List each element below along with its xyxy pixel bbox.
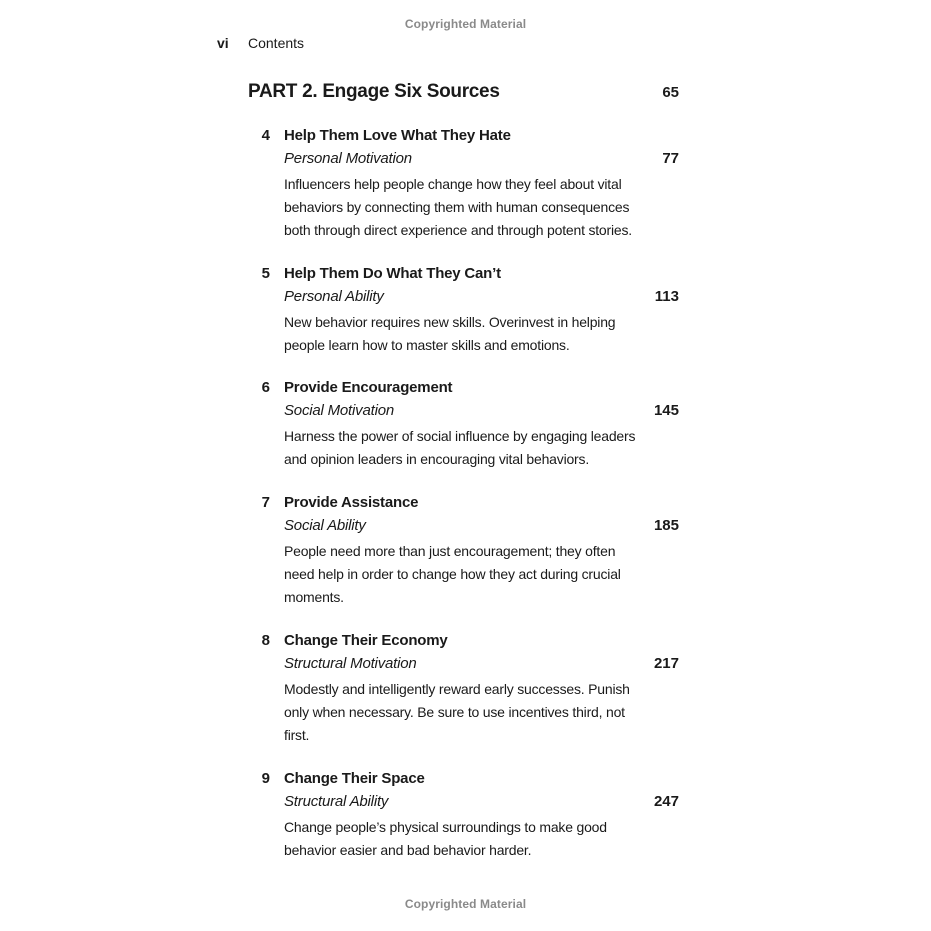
chapter-description: People need more than just encouragement; they often need help in order to change how they act during crucial moments. — [284, 543, 621, 605]
part-title: PART 2. Engage Six Sources — [248, 81, 500, 102]
chapter-number: 5 — [261, 265, 270, 282]
chapter-title: Help Them Do What They Can’t — [284, 265, 501, 282]
part-page-number: 65 — [662, 84, 679, 101]
chapter-description: Harness the power of social influence by engaging leaders and opinion leaders in encouraging vital behaviors. — [284, 428, 636, 467]
chapter-subtitle: Social Ability — [284, 517, 366, 534]
chapter-description: Change people’s physical surroundings to make good behavior easier and bad behavior harder. — [284, 819, 607, 858]
chapter-description: Modestly and intelligently reward early successes. Punish only when necessary. Be sure to use incentives third, not first. — [284, 681, 630, 743]
chapter-number: 7 — [261, 494, 270, 511]
toc-entry-chapter-4 — [248, 127, 679, 242]
running-head — [217, 35, 304, 51]
chapter-page-number: 113 — [654, 288, 679, 305]
chapter-page-number: 145 — [653, 402, 679, 419]
toc-entry-chapter-9 — [248, 770, 679, 862]
chapter-number: 6 — [261, 379, 270, 396]
chapter-description: New behavior requires new skills. Overinvest in helping people learn how to master skills and emotions. — [284, 314, 616, 353]
chapter-title: Change Their Space — [284, 770, 425, 787]
chapter-subtitle: Structural Motivation — [284, 655, 417, 672]
chapter-page-number: 247 — [653, 793, 679, 810]
page-folio: vi — [217, 35, 229, 51]
chapter-page-number: 185 — [653, 517, 679, 534]
chapter-subtitle: Social Motivation — [284, 402, 394, 419]
toc-entry-chapter-8 — [248, 632, 679, 747]
copyright-watermark-bottom: Copyrighted Material — [404, 897, 527, 911]
toc-entry-chapter-5 — [248, 265, 679, 357]
chapter-title: Provide Encouragement — [284, 379, 453, 396]
chapter-number: 8 — [261, 632, 270, 649]
toc-entry-chapter-7 — [248, 494, 679, 609]
chapter-subtitle: Personal Ability — [284, 288, 384, 305]
running-head-section: Contents — [248, 35, 305, 51]
chapter-page-number: 217 — [653, 655, 679, 672]
chapter-subtitle: Structural Ability — [284, 793, 389, 810]
toc-entry-chapter-6 — [248, 379, 679, 471]
chapter-number: 4 — [261, 127, 270, 144]
chapter-title: Provide Assistance — [284, 494, 419, 511]
chapter-description: Influencers help people change how they feel about vital behaviors by connecting them with human consequences both through direct experience and through potent stories. — [284, 176, 632, 238]
copyright-watermark-top: Copyrighted Material — [404, 17, 527, 31]
chapter-subtitle: Personal Motivation — [284, 150, 412, 167]
chapter-title: Help Them Love What They Hate — [284, 127, 511, 144]
chapter-number: 9 — [261, 770, 270, 787]
chapter-title: Change Their Economy — [284, 632, 448, 649]
part-heading — [248, 81, 679, 103]
chapter-page-number: 77 — [662, 150, 679, 167]
